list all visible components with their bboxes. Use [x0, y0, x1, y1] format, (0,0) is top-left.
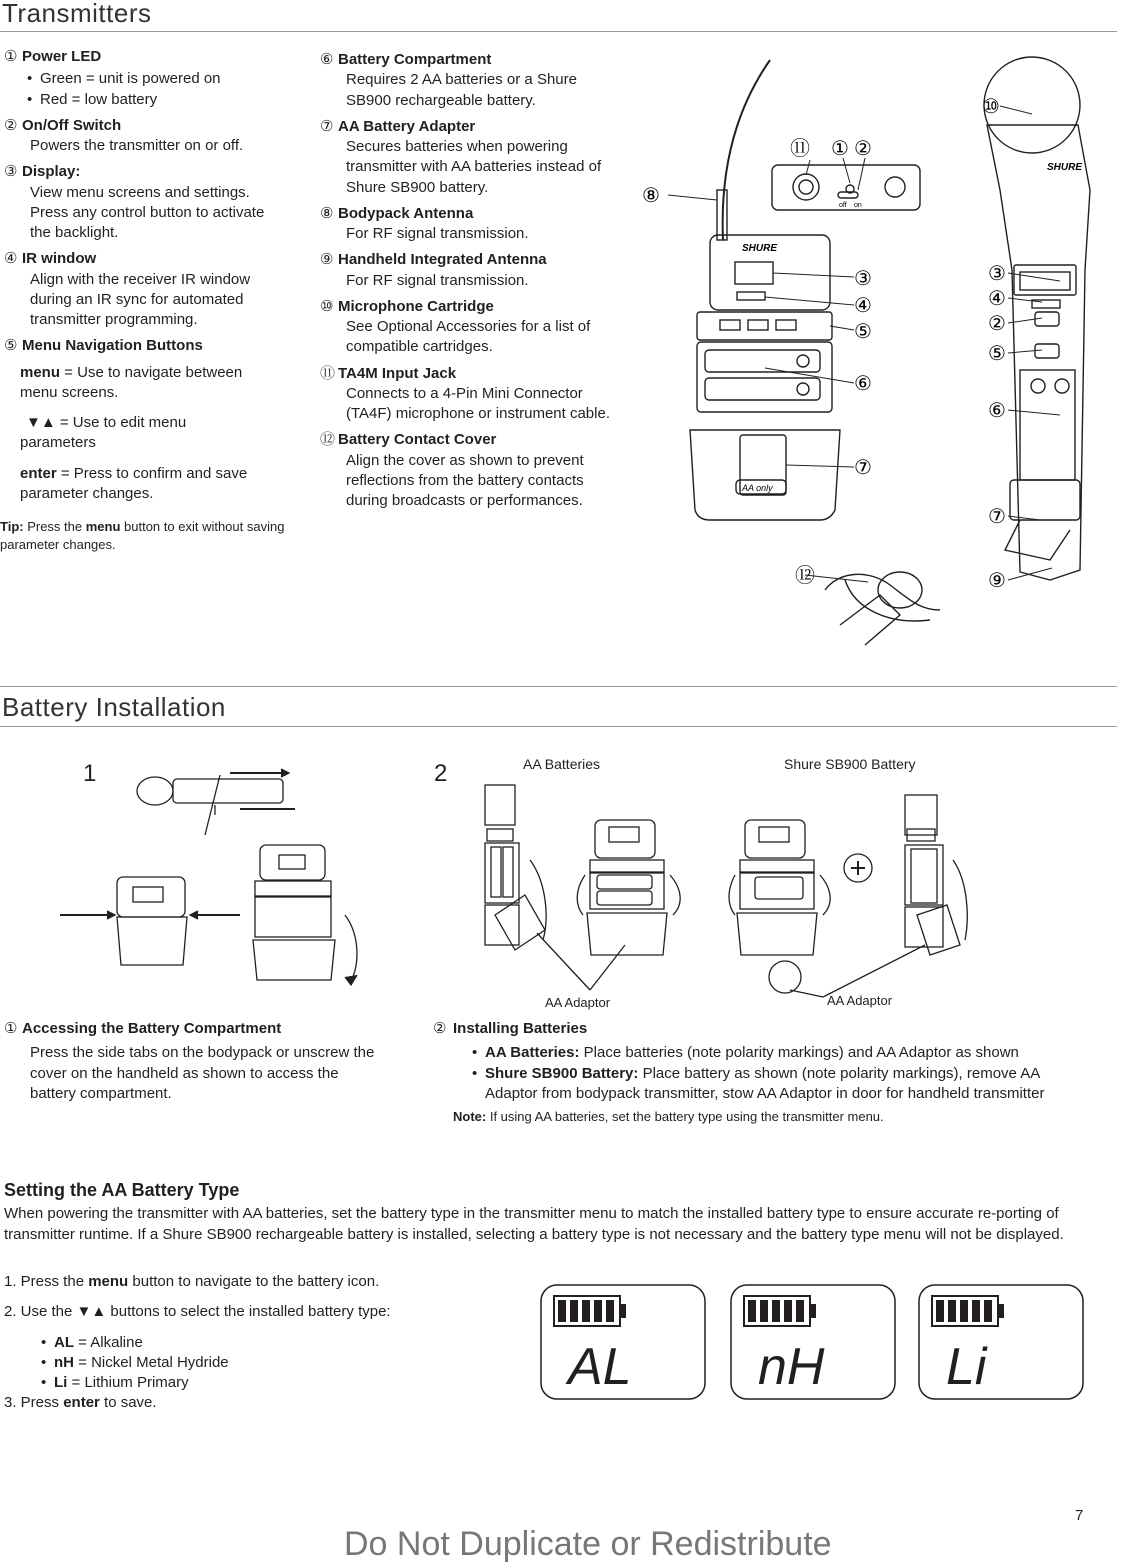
item-title: Microphone Cartridge: [338, 297, 494, 315]
callout-number: ⑪: [320, 364, 336, 382]
battery-title: Battery Installation: [2, 692, 226, 722]
item-body: See Optional Accessories for a list of compatible cartridges.: [346, 318, 591, 356]
callout-number: ⑨: [320, 251, 334, 269]
item-battery-compartment: [320, 50, 640, 111]
tip-label: Tip:: [0, 519, 24, 534]
step-bold: menu: [88, 1273, 129, 1290]
aa-batteries-label: AA Batteries: [523, 756, 601, 772]
step-text: 3. Press: [4, 1394, 64, 1412]
type-bold: nH: [54, 1353, 74, 1371]
nav-enter-desc: [20, 464, 280, 505]
lcd-text-li: Li: [946, 1338, 987, 1396]
bullet: • Green = unit is powered on: [40, 69, 294, 89]
callout-number: ⑦: [320, 117, 334, 135]
transmitters-rule: [0, 31, 1117, 32]
access-body: Press the side tabs on the bodypack or unscrew the cover on the handheld as shown to access the battery compartment.: [30, 1044, 375, 1102]
access-title: Accessing the Battery Compartment: [22, 1020, 282, 1037]
step-1-number: 1: [83, 760, 97, 787]
install-note: [453, 1108, 1093, 1126]
step-2-number: 2: [434, 760, 448, 787]
aa-type-title: Setting the AA Battery Type: [4, 1180, 240, 1200]
power-led-bullets: [8, 69, 294, 110]
bullet-text: Place batteries (note polarity markings) and AA Adaptor as shown: [579, 1044, 1019, 1062]
aa-adaptor-label-2: AA Adaptor: [827, 993, 893, 1008]
nav-arrows-text: = Use to edit menu parameters: [20, 414, 187, 452]
callout-2-hh: ②: [988, 313, 1006, 335]
callout-number: ⑫: [320, 431, 336, 449]
type-bold: AL: [54, 1333, 74, 1351]
item-aa-adapter: [320, 117, 640, 198]
bodypack-brand: SHURE: [742, 243, 778, 254]
callout-2: ②: [854, 138, 872, 160]
install-bullet-aa: [485, 1043, 1053, 1063]
item-title: Handheld Integrated Antenna: [338, 251, 547, 269]
tip-text: button to exit without saving parameter changes.: [0, 519, 285, 552]
aa-type-intro: When powering the transmitter with AA batteries, set the battery type in the transmitter menu to match the installed battery type to ensure accurate re-porting of transmitter runtime. If a Shure SB900 rechargeable battery is installed, selecting a battery type is not necessary and the battery type menu will not be displayed.: [4, 1205, 1064, 1243]
bullet-bold: AA Batteries:: [485, 1044, 580, 1062]
install-bullets: [453, 1043, 1053, 1104]
bullet-text: Place battery as shown (note polarity markings), remove AA Adaptor from bodypack transmitter, stow AA Adaptor in door for handheld transmitter: [485, 1064, 1045, 1102]
sb900-label: Shure SB900 Battery: [784, 756, 916, 772]
item-contact-cover: [320, 430, 640, 511]
step-bold: ▼▲: [76, 1303, 107, 1321]
type-nimh: [54, 1353, 504, 1373]
bullet-bold: Shure SB900 Battery:: [485, 1064, 639, 1082]
lcd-display-li: [919, 1285, 1083, 1399]
battery-type-displays: [540, 1284, 1085, 1402]
item-display: [4, 162, 294, 243]
callout-6-hh: ⑥: [988, 400, 1006, 422]
item-title: Display:: [22, 163, 81, 181]
nav-arrows-bold: ▼▲: [26, 414, 56, 431]
transmitters-title: Transmitters: [2, 0, 152, 28]
install-bullet-sb900: [485, 1064, 1053, 1105]
type-text: = Alkaline: [74, 1333, 143, 1351]
callout-number: ③: [4, 163, 18, 181]
transmitter-items-right: [320, 50, 640, 517]
item-bodypack-antenna: [320, 204, 640, 245]
battery-top-rule: [0, 686, 1117, 687]
lcd-display-nh: [731, 1285, 895, 1399]
item-body: Align the cover as shown to prevent reflections from the battery contacts during broadcasts or performances.: [346, 451, 584, 509]
callout-number: ⑩: [320, 297, 334, 315]
item-ta4m-jack: [320, 364, 640, 425]
nav-enter-text: = Press to confirm and save parameter changes.: [20, 464, 248, 502]
transmitter-items-left: [0, 47, 294, 553]
item-title: Battery Contact Cover: [338, 431, 497, 449]
callout-4: ④: [854, 295, 872, 317]
handheld-brand: SHURE: [1047, 162, 1083, 173]
item-title: Bodypack Antenna: [338, 204, 474, 222]
step-text: to save.: [99, 1394, 157, 1412]
tip-note: [0, 518, 285, 553]
nav-arrows-desc: [20, 413, 220, 454]
callout-number: ①: [4, 1020, 18, 1037]
battery-rule: [0, 726, 1117, 727]
callout-12: ⑫: [795, 565, 815, 587]
type-text: = Lithium Primary: [67, 1374, 189, 1391]
note-label: Note:: [453, 1109, 487, 1124]
lcd-text-al: AL: [568, 1338, 632, 1396]
item-body: Connects to a 4-Pin Mini Connector (TA4F) microphone or instrument cable.: [346, 384, 610, 422]
item-power-led: [4, 47, 294, 110]
tip-text: Press the: [23, 519, 86, 534]
callout-3: ③: [854, 268, 872, 290]
item-title: Menu Navigation Buttons: [22, 337, 203, 355]
callout-11: ⑪: [790, 138, 810, 160]
callout-8: ⑧: [642, 185, 660, 207]
nav-menu-text: = Use to navigate between menu screens.: [20, 363, 243, 401]
callout-7-hh: ⑦: [988, 506, 1006, 528]
battery-install-illustration: [55, 765, 985, 1015]
step-text: 2. Use the: [4, 1303, 77, 1321]
access-section: [4, 1019, 384, 1104]
switch-on-label: on: [854, 202, 862, 209]
item-body: Secures batteries when powering transmitter with AA batteries instead of Shure SB900 battery.: [346, 138, 602, 196]
callout-3-hh: ③: [988, 263, 1006, 285]
step-2: [4, 1302, 504, 1322]
callout-5: ⑤: [854, 321, 872, 343]
callout-number: ②: [433, 1020, 447, 1037]
item-handheld-antenna: [320, 250, 640, 291]
type-text: = Nickel Metal Hydride: [74, 1353, 229, 1371]
callout-5-hh: ⑤: [988, 343, 1006, 365]
callout-9-hh: ⑨: [988, 570, 1006, 592]
callout-number: ⑥: [320, 51, 334, 68]
note-text: If using AA batteries, set the battery type using the transmitter menu.: [486, 1109, 884, 1124]
lcd-display-al: [541, 1285, 705, 1399]
item-title: Power LED: [22, 48, 102, 65]
item-ir-window: [4, 249, 294, 330]
callout-4-hh: ④: [988, 288, 1006, 310]
nav-menu-desc: [20, 363, 270, 404]
item-title: TA4M Input Jack: [338, 364, 457, 382]
type-alkaline: [54, 1333, 504, 1353]
callout-number: ⑤: [4, 337, 18, 355]
item-body: Powers the transmitter on or off.: [30, 137, 244, 154]
nav-enter-bold: enter: [20, 464, 57, 482]
install-section: [433, 1019, 1093, 1126]
step-text: 1. Press the: [4, 1273, 89, 1290]
item-title: IR window: [22, 250, 97, 268]
callout-7: ⑦: [854, 457, 872, 479]
step-3: [4, 1393, 504, 1413]
callout-1: ①: [831, 138, 849, 160]
lcd-text-nh: nH: [758, 1338, 825, 1396]
step-text: button to navigate to the battery icon.: [128, 1273, 380, 1290]
item-body: For RF signal transmission.: [346, 225, 529, 242]
type-lithium: [54, 1373, 504, 1393]
callout-10: ⑩: [982, 96, 1000, 118]
step-text: buttons to select the installed battery type:: [106, 1303, 391, 1321]
callout-number: ⑧: [320, 204, 334, 222]
step-1: [4, 1272, 504, 1292]
step-bold: enter: [63, 1394, 100, 1412]
item-body: Requires 2 AA batteries or a Shure SB900 rechargeable battery.: [346, 71, 577, 109]
transmitter-illustration: [640, 50, 1120, 650]
tip-bold: menu: [85, 519, 121, 534]
type-bold: Li: [54, 1374, 68, 1391]
callout-6: ⑥: [854, 373, 872, 395]
aa-type-steps: [4, 1272, 504, 1414]
item-onoff-switch: [4, 116, 294, 157]
callout-number: ②: [4, 116, 18, 134]
battery-type-list: [22, 1333, 504, 1394]
item-title: AA Battery Adapter: [338, 117, 476, 135]
item-body: View menu screens and settings. Press any control button to activate the backlight.: [30, 183, 265, 241]
install-title: Installing Batteries: [453, 1020, 588, 1037]
item-mic-cartridge: [320, 297, 640, 358]
callout-number: ①: [4, 48, 18, 65]
aa-adaptor-label-1: AA Adaptor: [545, 995, 611, 1010]
callout-number: ④: [4, 250, 18, 268]
page-number: 7: [1075, 1507, 1084, 1524]
switch-off-label: off: [839, 202, 847, 209]
item-body: Align with the receiver IR window during an IR sync for automated transmitter programming.: [30, 270, 251, 328]
item-body: For RF signal transmission.: [346, 271, 529, 289]
aa-only-label: AA only: [742, 483, 773, 493]
item-title: Battery Compartment: [338, 51, 492, 68]
bullet: • Red = low battery: [40, 90, 294, 110]
nav-menu-bold: menu: [20, 363, 61, 381]
item-menu-nav: [4, 336, 294, 356]
item-title: On/Off Switch: [22, 116, 122, 134]
footer-notice: Do Not Duplicate or Redistribute: [344, 1525, 832, 1563]
